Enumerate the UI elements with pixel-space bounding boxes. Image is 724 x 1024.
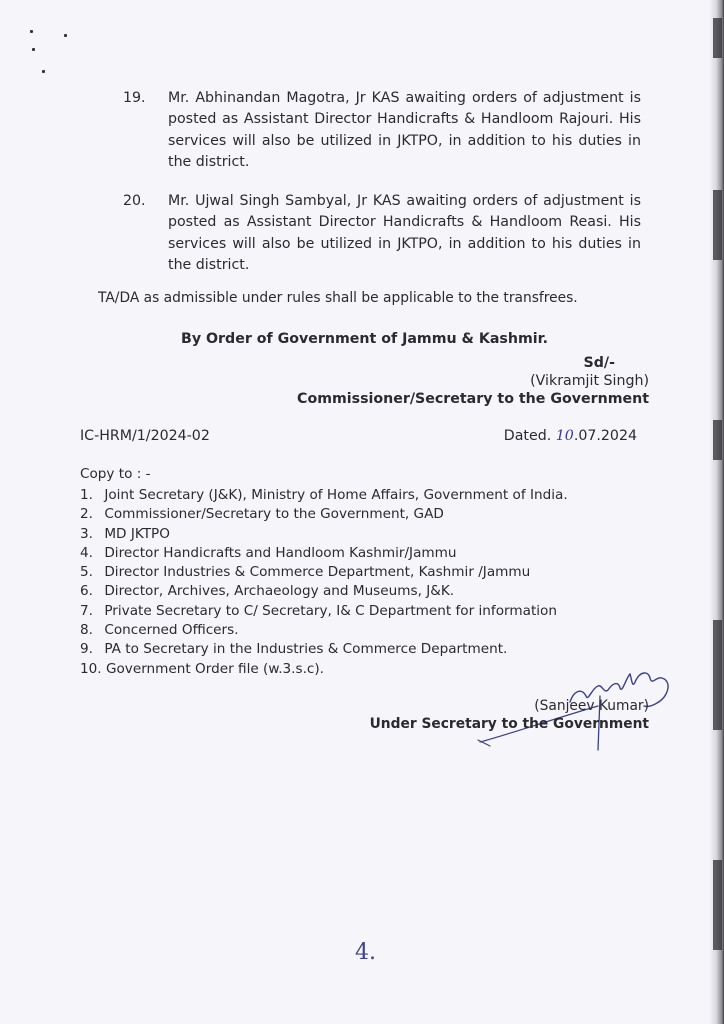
list-item: 2. Commissioner/Secretary to the Government, GAD (80, 506, 444, 523)
signatory-designation: Commissioner/Secretary to the Government (297, 391, 649, 407)
scan-speck (42, 70, 45, 73)
scan-edge-mark (713, 620, 722, 730)
item-text: Mr. Ujwal Singh Sambyal, Jr KAS awaiting orders of adjustment is posted as Assistant Director Handicrafts & Handloom Reasi. His services will also be utilized in JKTPO, in addition to his duties in the district. (168, 193, 641, 273)
item-number: 20. (123, 193, 146, 209)
list-item: 6. Director, Archives, Archaeology and Museums, J&K. (80, 583, 455, 600)
order-line: By Order of Government of Jammu & Kashmir. (181, 331, 548, 347)
list-item: 3. MD JKTPO (80, 525, 170, 542)
scan-speck (64, 34, 67, 37)
scan-speck (30, 30, 33, 33)
order-item-19 (123, 88, 641, 173)
item-number: 19. (123, 90, 146, 106)
handwritten-day: 10 (555, 428, 574, 444)
undersigned-designation: Under Secretary to the Government (369, 716, 649, 732)
list-item: 9. PA to Secretary in the Industries & Commerce Department. (80, 641, 508, 658)
copy-to-heading: Copy to : - (80, 466, 151, 482)
scan-edge-mark (713, 190, 722, 260)
handwritten-page-number: 4. (355, 940, 376, 965)
list-item: 4. Director Handicrafts and Handloom Kashmir/Jammu (80, 544, 457, 561)
list-item: 1. Joint Secretary (J&K), Ministry of Home Affairs, Government of India. (80, 487, 568, 503)
tada-note: TA/DA as admissible under rules shall be applicable to the transfrees. (98, 290, 578, 306)
dated-label: Dated. (503, 428, 552, 444)
scan-edge-mark (713, 860, 722, 950)
scan-speck (32, 48, 35, 51)
list-item: 5. Director Industries & Commerce Department, Kashmir /Jammu (80, 564, 531, 581)
order-item-20 (123, 191, 641, 276)
list-item: 10. Government Order file (w.3.s.c). (80, 660, 324, 677)
scan-edge-mark (713, 420, 722, 460)
undersigned-name: (Sanjeev Kumar) (534, 698, 649, 714)
dated-month-year: .07.2024 (573, 428, 637, 444)
reference-number: IC-HRM/1/2024-02 (80, 428, 210, 444)
item-text: Mr. Abhinandan Magotra, Jr KAS awaiting orders of adjustment is posted as Assistant Director Handicrafts & Handloom Rajouri. His services will also be utilized in JKTPO, in addition to his duties in the district. (168, 90, 641, 170)
dated-line (504, 428, 637, 444)
list-item: 8. Concerned Officers. (80, 622, 239, 639)
list-item: 7. Private Secretary to C/ Secretary, I& C Department for information (80, 602, 557, 619)
scan-edge-mark (713, 18, 722, 58)
signatory-sd: Sd/- (583, 355, 615, 371)
signatory-name: (Vikramjit Singh) (530, 373, 649, 389)
